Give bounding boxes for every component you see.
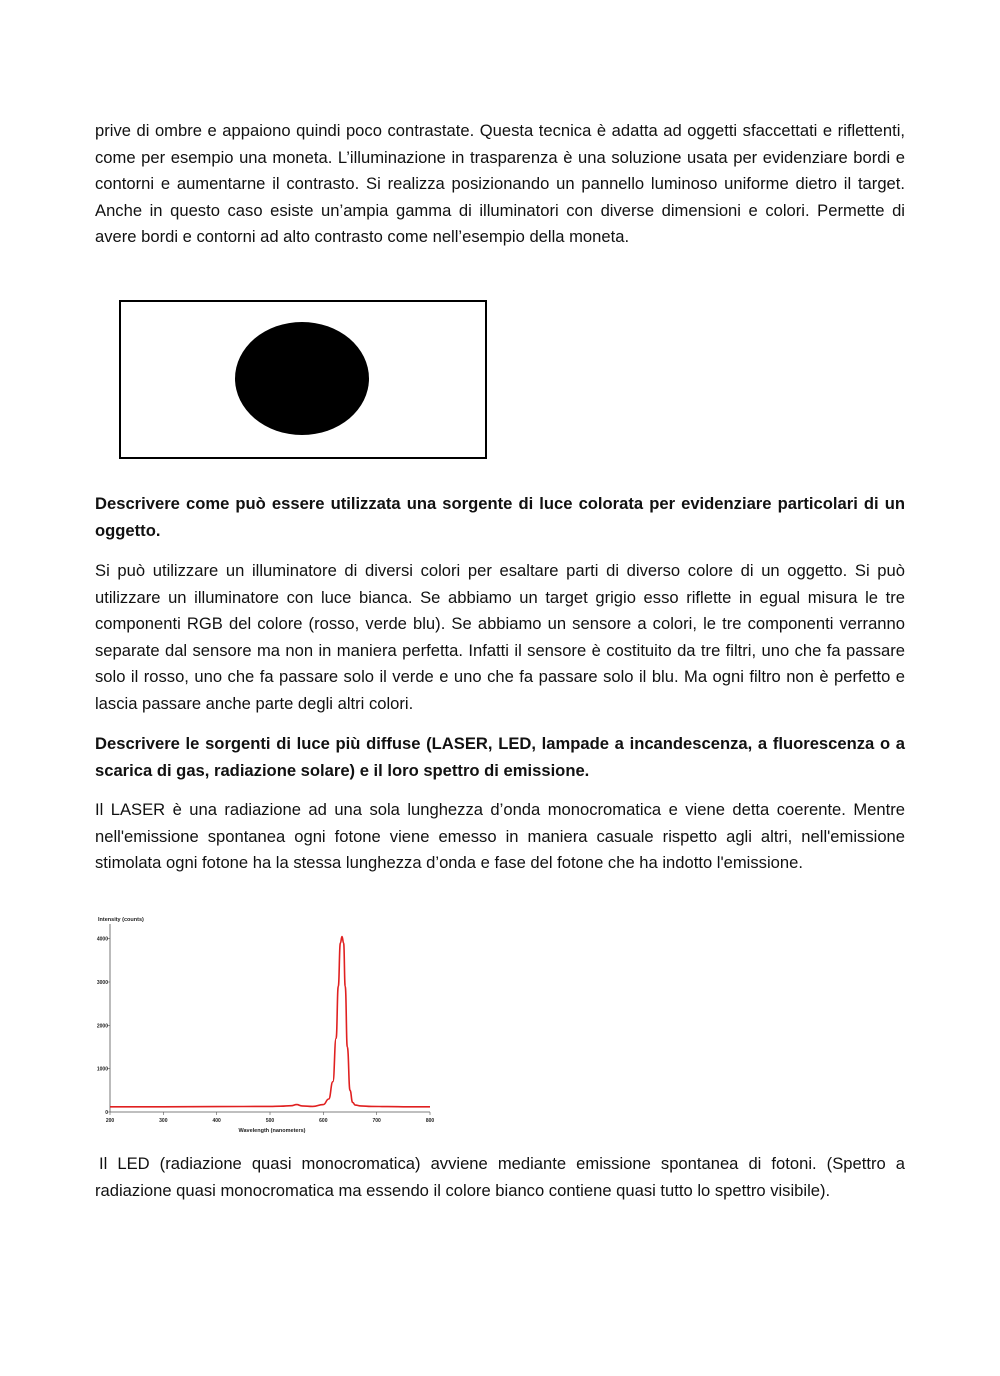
x-tick-label: 800	[425, 1118, 435, 1124]
y-tick-label: 0	[105, 1110, 108, 1116]
y-tick-label: 1000	[96, 1066, 108, 1073]
y-tick-label: 4000	[96, 936, 108, 943]
x-tick-label: 500	[265, 1118, 275, 1124]
question-heading-light-sources: Descrivere le sorgenti di luce più diffuse (LASER, LED, lampade a incandescenza, a fluorescenza o a scarica di gas, radiazione solare) e il loro spettro di emissione.	[95, 734, 905, 780]
laser-paragraph: Il LASER è una radiazione ad una sola lunghezza d’onda monocromatica e viene detta coerente. Mentre nell'emissione spontanea ogni fotone viene emesso in maniera casuale rispetto agli altri, nell'emissione stimolata ogni fotone ha la stessa lunghezza d’onda e fase del fotone che ha indotto l'emissione.	[95, 800, 905, 873]
x-tick-label: 300	[159, 1118, 168, 1124]
led-paragraph: Il LED (radiazione quasi monocromatica) avviene mediante emissione spontanea di fotoni. (Spettro a radiazione quasi monocromatica ma essendo il colore bianco contiene quasi tutto lo spettro visibile).	[95, 1154, 905, 1200]
x-axis-label: Wavelength (nanometers)	[238, 1128, 306, 1134]
coin-backlight-figure	[119, 300, 487, 459]
x-tick-label: 400	[212, 1118, 221, 1124]
chart-axes	[97, 924, 435, 1124]
y-axis-label: Intensity (counts)	[98, 917, 144, 923]
question-heading-colored-light: Descrivere come può essere utilizzata una sorgente di luce colorata per evidenziare particolari di un oggetto.	[95, 494, 905, 540]
y-tick-label: 2000	[96, 1023, 108, 1030]
laser-spectrum-chart	[90, 910, 440, 1135]
x-tick-label: 700	[372, 1118, 381, 1124]
y-tick-label: 3000	[96, 980, 108, 986]
laser-spectrum-svg	[90, 910, 440, 1135]
coin-silhouette	[235, 322, 369, 435]
spectrum-series-line	[110, 937, 430, 1107]
x-tick-label: 200	[105, 1118, 115, 1124]
answer-colored-light: Si può utilizzare un illuminatore di diversi colori per esaltare parti di diverso colore di un oggetto. Si può utilizzare un illuminatore con luce bianca. Se abbiamo un target grigio esso riflette in egual misura le tre componenti RGB del colore (rosso, verde blu). Se abbiamo un sensore a colori, le tre componenti verranno separate dal sensore ma non in maniera perfetta. Infatti il sensore è costituito da tre filtri, uno che fa passare solo il rosso, uno che fa passare solo il verde e uno che fa passare solo il blu. Ma ogni filtro non è perfetto e lascia passare anche parte degli altri colori.	[95, 561, 905, 713]
intro-paragraph: prive di ombre e appaiono quindi poco contrastate. Questa tecnica è adatta ad oggetti sfaccettati e riflettenti, come per esempio una moneta. L’illuminazione in trasparenza è una soluzione usata per evidenziare bordi e contorni e aumentarne il contrasto. Si realizza posizionando un pannello luminoso uniforme dietro il target. Anche in questo caso esiste un’ampia gamma di illuminatori con diverse dimensioni e colori. Permette di avere bordi e contorni ad alto contrasto come nell’esempio della moneta.	[95, 121, 905, 247]
x-tick-label: 600	[319, 1118, 328, 1124]
